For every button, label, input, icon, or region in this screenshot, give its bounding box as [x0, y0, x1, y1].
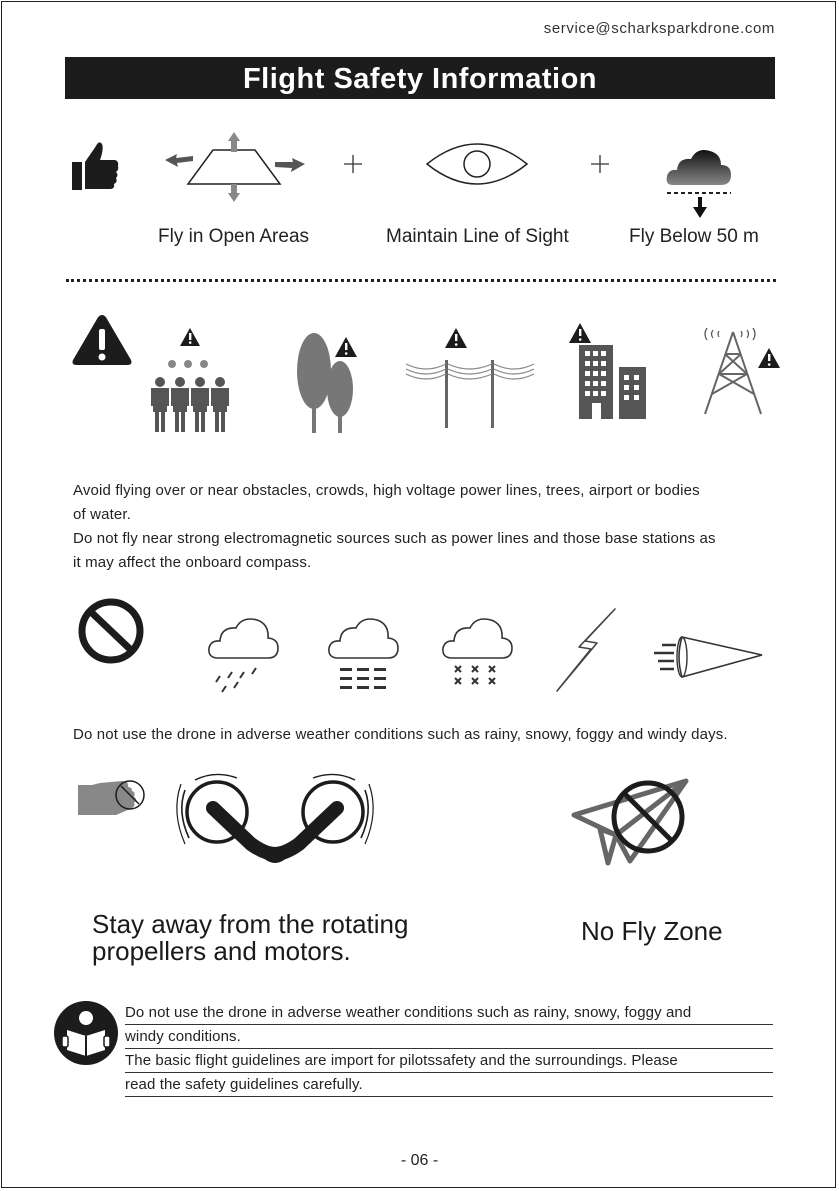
- propeller-warning-line-1: Stay away from the rotating: [92, 909, 409, 939]
- wind-icon: [652, 633, 766, 683]
- page-number: - 06 -: [400, 1152, 439, 1169]
- power-lines-icon: [404, 326, 536, 430]
- altitude-limit-label: Fly Below 50 m: [629, 226, 759, 247]
- obstacles-line-3: Do not fly near strong electromagnetic sources such as power lines and those base stations as: [73, 530, 716, 547]
- snow-cloud-icon: [440, 614, 514, 692]
- contact-email: service@scharksparkdrone.com: [543, 20, 775, 37]
- altitude-cloud-icon: [665, 145, 737, 221]
- no-fly-zone-label: No Fly Zone: [581, 916, 723, 946]
- no-fly-zone-icon: [570, 773, 692, 869]
- note-line: windy conditions.: [125, 1025, 773, 1049]
- obstacles-line-1: Avoid flying over or near obstacles, crowds, high voltage power lines, trees, airport or bodies: [73, 482, 700, 499]
- line-of-sight-label: Maintain Line of Sight: [386, 226, 569, 247]
- note-line: read the safety guidelines carefully.: [125, 1073, 773, 1097]
- buildings-icon: [568, 321, 650, 421]
- open-area-icon: [165, 130, 305, 202]
- propeller-drone-icon: [175, 768, 375, 872]
- plus-icon: [344, 155, 362, 173]
- rain-cloud-icon: [206, 614, 280, 692]
- open-areas-label: Fly in Open Areas: [158, 226, 310, 247]
- prohibited-icon: [75, 597, 147, 665]
- read-manual-icon: [53, 1000, 119, 1066]
- eye-icon: [425, 138, 529, 190]
- fog-cloud-icon: [326, 614, 400, 692]
- hand-warning-icon: [76, 775, 148, 821]
- thumbs-up-icon: [72, 140, 122, 192]
- plus-icon: [591, 155, 609, 173]
- weather-text: Do not use the drone in adverse weather conditions such as rainy, snowy, foggy and windy days.: [73, 726, 728, 743]
- obstacles-text: [73, 479, 783, 575]
- propeller-warning-line-2: propellers and motors.: [92, 936, 351, 966]
- safety-notes: [125, 1001, 773, 1097]
- section-divider: [66, 279, 776, 282]
- note-line: Do not use the drone in adverse weather conditions such as rainy, snowy, foggy and: [125, 1001, 773, 1025]
- page-title: Flight Safety Information: [65, 57, 775, 99]
- radio-tower-icon: [697, 322, 781, 418]
- obstacles-line-4: it may affect the onboard compass.: [73, 554, 312, 571]
- crowd-icon: [150, 326, 234, 434]
- note-line: The basic flight guidelines are import for pilotssafety and the surroundings. Please: [125, 1049, 773, 1073]
- warning-icon: [71, 313, 133, 367]
- obstacles-line-2: of water.: [73, 506, 132, 523]
- lightning-icon: [553, 607, 619, 693]
- propeller-warning-text: [92, 911, 408, 965]
- trees-icon: [294, 331, 364, 435]
